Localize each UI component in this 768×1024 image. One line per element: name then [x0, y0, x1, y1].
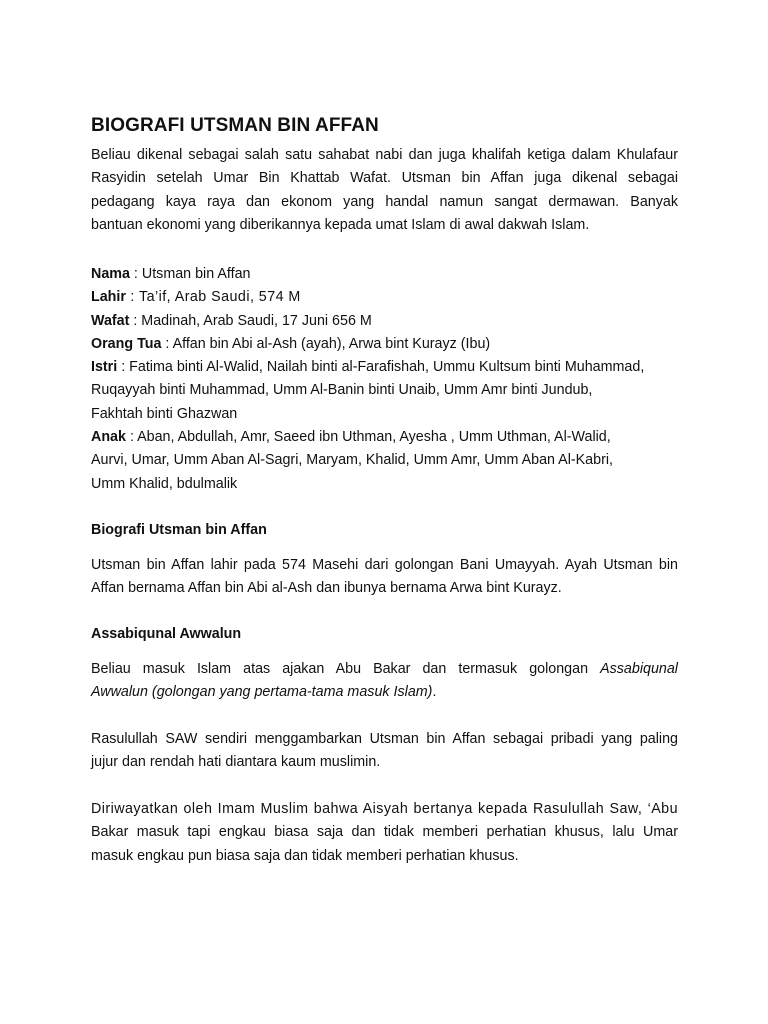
fact-label: Nama — [91, 266, 130, 282]
document-title: BIOGRAFI UTSMAN BIN AFFAN — [91, 115, 379, 136]
biografi-paragraph — [91, 554, 678, 601]
biografi-line: Utsman bin Affan lahir pada 574 Masehi dari golongan Bani Umayyah. Ayah Utsman bin — [91, 557, 678, 573]
assabiqunal-line — [91, 658, 678, 681]
intro-paragraph — [91, 144, 678, 237]
fact-value: : Fatima binti Al-Walid, Nailah binti al-Farafishah, Ummu Kultsum binti Muhammad, — [117, 359, 645, 376]
fact-value: : Madinah, Arab Saudi, 17 Juni 656 M — [129, 312, 372, 329]
section-heading-biografi: Biografi Utsman bin Affan — [91, 522, 267, 538]
fact-istri-cont: Fakhtah binti Ghazwan — [91, 405, 238, 422]
fact-istri-cont: Ruqayyah binti Muhammad, Umm Al-Banin binti Unaib, Umm Amr binti Jundub, — [91, 382, 593, 399]
fact-nama — [91, 263, 678, 286]
intro-line: Beliau dikenal sebagai salah satu sahabat nabi dan juga khalifah ketiga dalam Khulafaur — [91, 147, 678, 163]
assabiqunal-italic: Assabiqunal — [600, 661, 678, 677]
fact-value: : Aban, Abdullah, Amr, Saeed ibn Uthman, Ayesha , Umm Uthman, Al-Walid, — [125, 429, 611, 446]
intro-line: Rasyidin setelah Umar Bin Khattab Wafat. Utsman bin Affan juga dikenal sebagai — [91, 170, 678, 187]
facts-list — [91, 263, 678, 496]
fact-value: : Affan bin Abi al-Ash (ayah), Arwa bint Kurayz (Ibu) — [161, 335, 491, 352]
fact-anak-cont: Umm Khalid, bdulmalik — [91, 475, 238, 492]
assabiqunal-paragraph-1 — [91, 658, 678, 705]
fact-lahir — [91, 286, 678, 309]
fact-value: : Ta’if, Arab Saudi, 574 M — [125, 289, 301, 306]
assabiqunal-text: . — [432, 684, 437, 701]
fact-label: Orang Tua — [91, 335, 162, 352]
fact-wafat — [91, 310, 678, 333]
assabiqunal-paragraph-3 — [91, 798, 678, 868]
fact-orang-tua — [91, 333, 678, 356]
biografi-line: Affan bernama Affan bin Abi al-Ash dan ibunya bernama Arwa bint Kurayz. — [91, 580, 562, 597]
fact-istri — [91, 356, 678, 379]
fact-label: Istri — [91, 359, 118, 376]
fact-value: : Utsman bin Affan — [129, 266, 251, 282]
intro-line: pedagang kaya raya dan ekonom yang handal namun sangat dermawan. Banyak — [91, 193, 678, 210]
assabiqunal-line — [91, 681, 678, 704]
assabiqunal-line: masuk engkau pun biasa saja dan tidak memberi perhatian khusus. — [91, 847, 519, 864]
assabiqunal-line: Diriwayatkan oleh Imam Muslim bahwa Aisyah bertanya kepada Rasulullah Saw, ‘Abu — [91, 801, 678, 817]
fact-label: Wafat — [91, 312, 130, 329]
fact-label: Lahir — [91, 289, 126, 306]
fact-label: Anak — [91, 429, 126, 446]
assabiqunal-line: Rasulullah SAW sendiri menggambarkan Utsman bin Affan sebagai pribadi yang paling — [91, 731, 678, 747]
assabiqunal-italic: Awwalun (golongan yang pertama-tama masuk Islam) — [91, 684, 433, 701]
intro-line: bantuan ekonomi yang diberikannya kepada umat Islam di awal dakwah Islam. — [91, 216, 590, 233]
fact-anak — [91, 426, 678, 449]
fact-anak-cont: Aurvi, Umar, Umm Aban Al-Sagri, Maryam, Khalid, Umm Amr, Umm Aban Al-Kabri, — [91, 452, 613, 469]
assabiqunal-line: Bakar masuk tapi engkau biasa saja dan tidak memberi perhatian khusus, lalu Umar — [91, 824, 678, 841]
assabiqunal-line: jujur dan rendah hati diantara kaum muslimin. — [91, 754, 381, 771]
assabiqunal-text: Beliau masuk Islam atas ajakan Abu Bakar dan termasuk golongan — [91, 661, 601, 677]
section-heading-assabiqunal: Assabiqunal Awwalun — [91, 626, 242, 642]
assabiqunal-paragraph-2 — [91, 728, 678, 775]
